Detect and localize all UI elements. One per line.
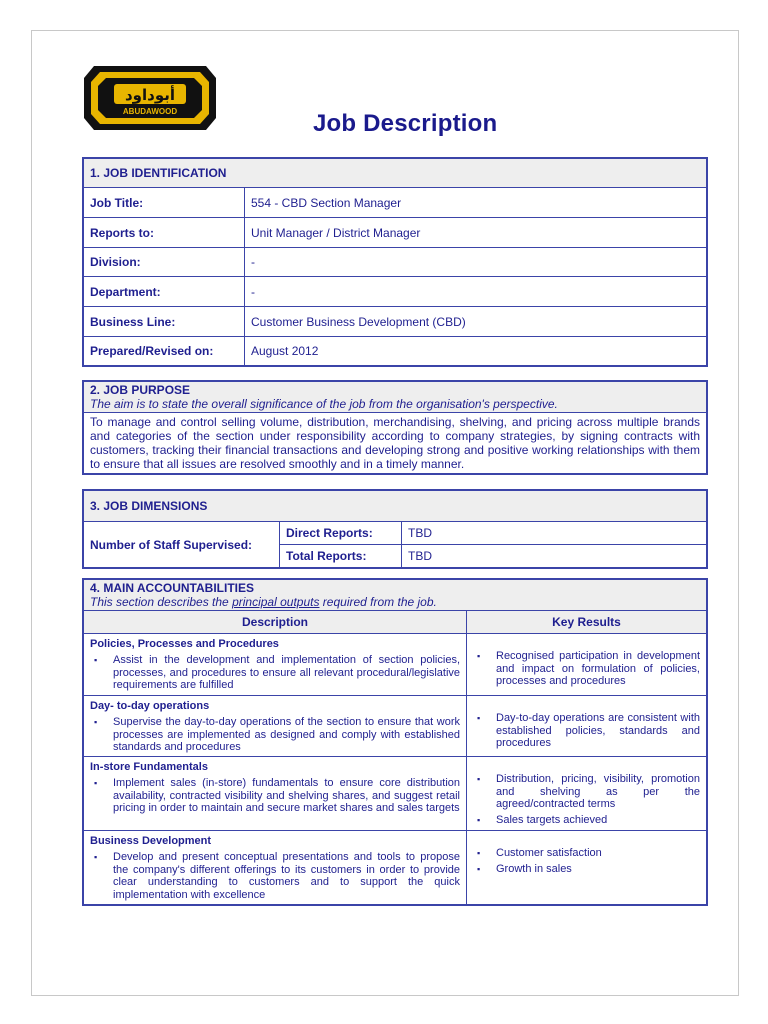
table-row	[84, 217, 706, 247]
company-logo	[80, 58, 220, 136]
section-heading: 3. JOB DIMENSIONS	[84, 491, 706, 521]
total-reports-value: TBD	[408, 549, 432, 563]
accountabilities-heading: 4. MAIN ACCOUNTABILITIES	[90, 581, 254, 595]
table-row	[84, 187, 706, 217]
key-result: ▪ Sales targets achieved	[473, 814, 700, 827]
field-value: August 2012	[251, 344, 319, 358]
staff-supervised-label: Number of Staff Supervised:	[84, 522, 280, 567]
field-value: -	[251, 255, 255, 269]
purpose-heading: 2. JOB PURPOSE	[90, 383, 191, 397]
column-header-description: Description	[84, 611, 467, 633]
purpose-text: To manage and control selling volume, distribution, merchandising, shelving, and pricing across multiple brands and categories of the section under responsibility according to company strategies, by signing contracts with customers, tracking their financial transactions and developing strong and positive working relationships with them to ensure that all issues are resolved smoothly and in a timely manner.	[90, 415, 700, 471]
purpose-subheading: The aim is to state the overall significance of the job from the organisation's perspective.	[90, 397, 558, 411]
field-label: Prepared/Revised on:	[84, 337, 245, 365]
main-accountabilities-table	[82, 578, 708, 906]
accountability-description: ▪ Assist in the development and implementation of section policies, processes, and procedures to ensure all relevant procedural/legislative requirements are fulfilled	[90, 654, 460, 692]
field-label: Business Line:	[84, 307, 245, 336]
key-result: ▪ Growth in sales	[473, 863, 700, 876]
accountability-title: In-store Fundamentals	[90, 761, 208, 773]
job-dimensions-table	[82, 489, 708, 569]
column-header-key-results: Key Results	[552, 615, 621, 629]
accountability-title: Day- to-day operations	[90, 700, 210, 712]
table-row	[280, 544, 706, 567]
key-result: ▪ Recognised participation in development and impact on formulation of policies, processes and procedures	[473, 650, 700, 688]
table-row	[84, 247, 706, 276]
key-result: ▪ Customer satisfaction	[473, 847, 700, 860]
section-heading: 1. JOB IDENTIFICATION	[84, 159, 706, 187]
job-identification-table	[82, 157, 708, 367]
direct-reports-label: Direct Reports:	[280, 522, 402, 544]
table-row	[84, 830, 706, 904]
table-row	[84, 633, 706, 695]
field-label: Division:	[84, 248, 245, 276]
section-heading	[84, 382, 706, 412]
key-result: ▪ Distribution, pricing, visibility, promotion and shelving as per the agreed/contracted terms	[473, 773, 700, 811]
accountability-description: ▪ Supervise the day-to-day operations of the section to ensure that work processes are implemented as designed and comply with established standards and procedures	[90, 716, 460, 754]
field-label: Reports to:	[84, 218, 245, 247]
accountabilities-subheading: This section describes the principal outputs required from the job.	[90, 595, 437, 609]
job-purpose-table	[82, 380, 708, 475]
direct-reports-value: TBD	[408, 526, 432, 540]
field-label: Job Title:	[84, 188, 245, 217]
accountability-title: Business Development	[90, 835, 212, 847]
accountability-description: ▪ Implement sales (in-store) fundamentals to ensure core distribution availability, contracted visibility and shelving shares, and suggest retail pricing in order to maintain and secure market shares and sales targets	[90, 777, 460, 815]
accountability-description: ▪ Develop and present conceptual presentations and tools to propose the company's different offerings to its customers in order to provide clear understanding to customers and to support the quick implementation with excellence	[90, 851, 460, 901]
table-row	[84, 276, 706, 306]
table-row	[84, 695, 706, 756]
document-title: Job Description	[313, 110, 498, 137]
table-row	[280, 522, 706, 544]
svg-text:ABUDAWOOD: ABUDAWOOD	[122, 107, 178, 116]
table-row	[84, 306, 706, 336]
key-result: ▪ Day-to-day operations are consistent with established policies, standards and procedures	[473, 712, 700, 750]
field-value: 554 - CBD Section Manager	[251, 195, 402, 210]
field-value: -	[251, 284, 255, 299]
section-heading	[84, 580, 706, 610]
svg-text:أبوداود: أبوداود	[124, 86, 176, 104]
field-value: Unit Manager / District Manager	[251, 225, 421, 240]
field-value: Customer Business Development (CBD)	[251, 314, 466, 329]
table-row	[84, 756, 706, 830]
accountability-title: Policies, Processes and Procedures	[90, 638, 279, 650]
table-row	[84, 336, 706, 365]
total-reports-label: Total Reports:	[280, 545, 402, 567]
field-label: Department:	[84, 277, 245, 306]
